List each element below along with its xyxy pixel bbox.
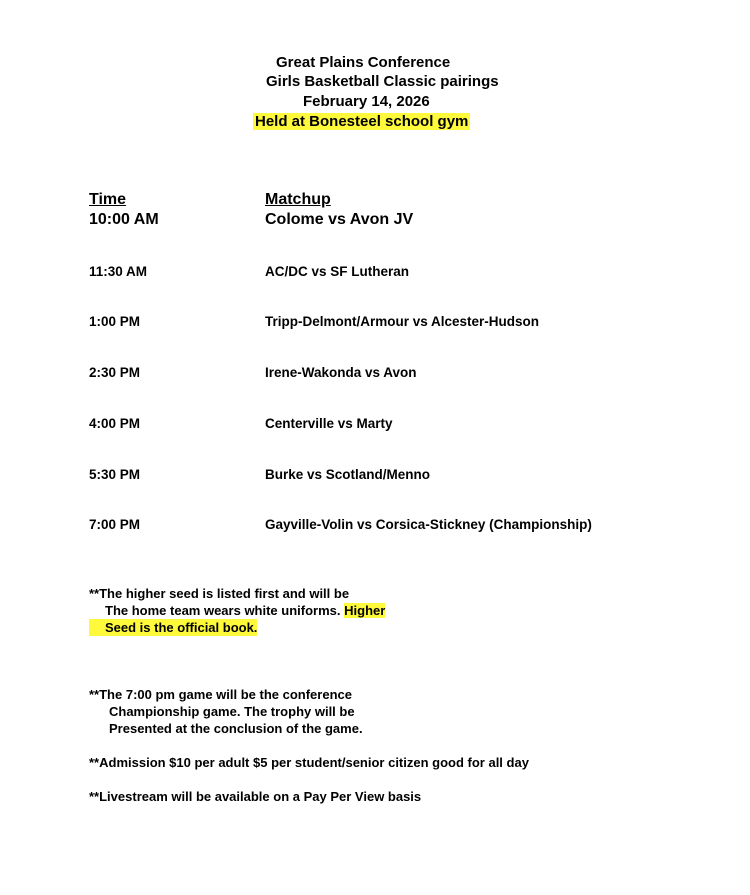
game-time: 5:30 PM <box>89 467 141 482</box>
game-time: 2:30 PM <box>89 365 141 380</box>
game-time: 1:00 PM <box>89 314 141 329</box>
note-seed-line2-text: The home team wears white uniforms. <box>105 603 341 618</box>
header-line-date: February 14, 2026 <box>303 93 430 110</box>
game-matchup: Centerville vs Marty <box>265 416 393 431</box>
column-header-matchup: Matchup <box>265 191 331 208</box>
game-time: 10:00 AM <box>89 211 159 228</box>
game-matchup: Colome vs Avon JV <box>265 211 414 228</box>
game-time: 11:30 AM <box>89 264 148 279</box>
game-time: 7:00 PM <box>89 517 141 532</box>
note-seed-line1: **The higher seed is listed first and will be <box>89 586 350 601</box>
note-seed-line2 <box>105 602 385 619</box>
game-time: 4:00 PM <box>89 416 141 431</box>
game-matchup: Tripp-Delmont/Armour vs Alcester-Hudson <box>265 314 540 329</box>
note-seed-highlight-higher: Higher <box>344 603 386 618</box>
header-line-location: Held at Bonesteel school gym <box>255 113 469 130</box>
game-matchup: Gayville-Volin vs Corsica-Stickney (Championship) <box>265 517 592 532</box>
note-admission: **Admission $10 per adult $5 per student/senior citizen good for all day <box>89 755 529 770</box>
note-seed-line3: Seed is the official book. <box>89 619 257 636</box>
column-header-time: Time <box>89 191 127 208</box>
header-line-conference: Great Plains Conference <box>276 54 451 71</box>
game-matchup: Irene-Wakonda vs Avon <box>265 365 417 380</box>
note-championship-line2: Championship game. The trophy will be <box>109 704 355 719</box>
note-championship-line3: Presented at the conclusion of the game. <box>109 721 363 736</box>
header-line-pairings: Girls Basketball Classic pairings <box>266 73 499 90</box>
note-livestream: **Livestream will be available on a Pay Per View basis <box>89 789 422 804</box>
note-championship-line1: **The 7:00 pm game will be the conference <box>89 687 352 702</box>
game-matchup: AC/DC vs SF Lutheran <box>265 264 410 279</box>
game-matchup: Burke vs Scotland/Menno <box>265 467 431 482</box>
